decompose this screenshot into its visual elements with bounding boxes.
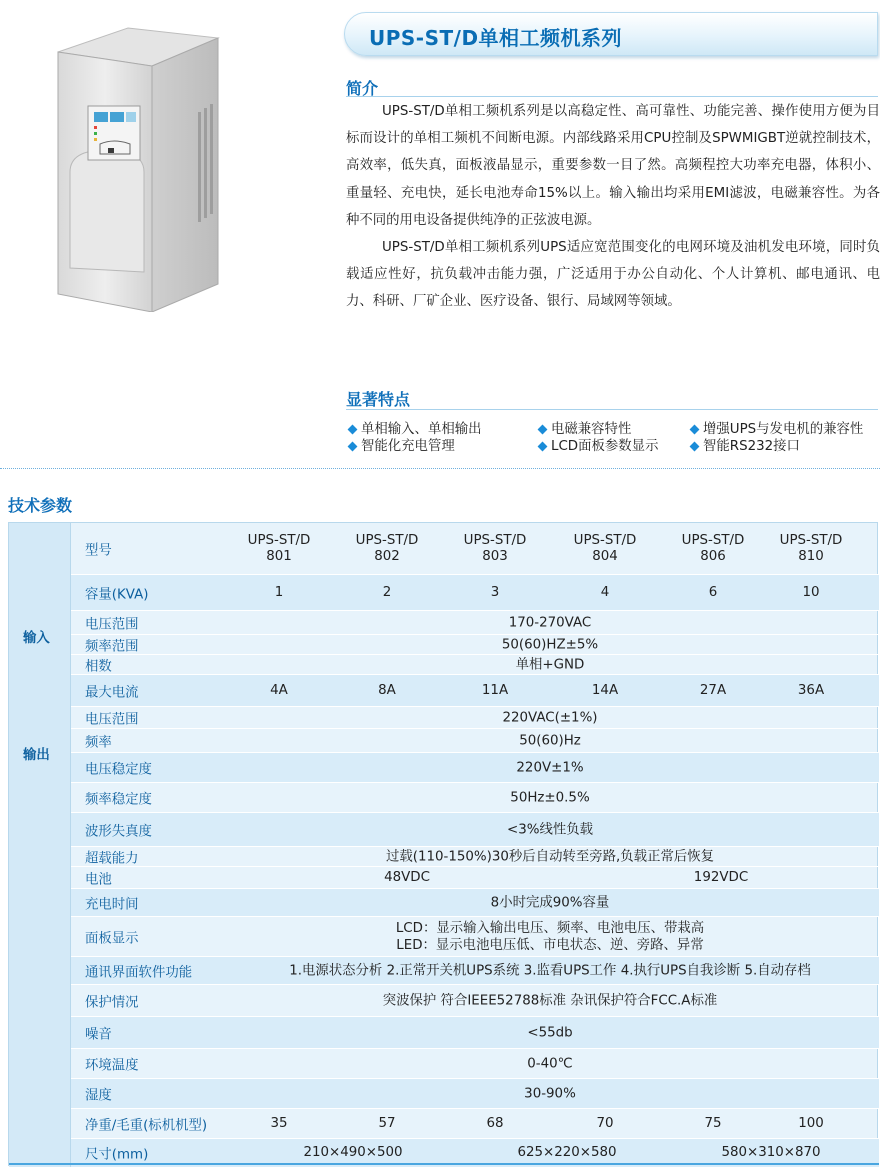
table-row bbox=[71, 917, 879, 957]
weight-cell: 75 bbox=[704, 1115, 722, 1131]
diamond-bullet-icon bbox=[690, 442, 700, 452]
table-row bbox=[71, 611, 879, 635]
row-label: 波形失真度 bbox=[85, 824, 152, 839]
table-row bbox=[71, 675, 879, 707]
charge-time-value: 8小时完成90%容量 bbox=[490, 895, 610, 910]
input-voltage-value: 170-270VAC bbox=[508, 615, 592, 630]
features-list bbox=[346, 421, 880, 455]
feature-item: 增强UPS与发电机的兼容性 bbox=[688, 421, 863, 438]
frequency-stability-value: 50Hz±0.5% bbox=[510, 790, 590, 805]
weight-cell: 70 bbox=[596, 1115, 614, 1131]
row-label: 超载能力 bbox=[85, 851, 139, 866]
page-title: UPS-ST/D单相工频机系列 bbox=[369, 26, 623, 50]
battery-cell: 192VDC bbox=[693, 869, 749, 885]
table-row bbox=[71, 1109, 879, 1139]
row-label: 频率稳定度 bbox=[85, 792, 152, 807]
temperature-value: 0-40℃ bbox=[527, 1056, 573, 1071]
row-label: 电压范围 bbox=[85, 712, 139, 727]
noise-value: <55db bbox=[527, 1025, 573, 1040]
feature-item: 电磁兼容特性 bbox=[536, 421, 688, 438]
output-frequency-value: 50(60)Hz bbox=[519, 733, 581, 748]
protection-value: 突波保护 符合IEEE52788标准 杂讯保护符合FCC.A标准 bbox=[382, 993, 718, 1008]
row-label: 最大电流 bbox=[85, 685, 139, 700]
features-heading: 显著特点 bbox=[346, 390, 411, 409]
feature-item: 智能化充电管理 bbox=[346, 438, 536, 455]
intro-heading: 简介 bbox=[346, 79, 379, 98]
table-row bbox=[71, 1017, 879, 1049]
model-cell: UPS-ST/D 804 bbox=[573, 532, 637, 564]
row-label: 电池 bbox=[85, 872, 112, 887]
model-cell: UPS-ST/D 802 bbox=[355, 532, 419, 564]
model-cell: UPS-ST/D 803 bbox=[463, 532, 527, 564]
thd-value: <3%线性负载 bbox=[506, 822, 594, 837]
feature-item: 单相输入、单相输出 bbox=[346, 421, 536, 438]
current-cell: 4A bbox=[270, 682, 288, 698]
features-divider bbox=[346, 409, 878, 410]
model-cell: UPS-ST/D 810 bbox=[779, 532, 843, 564]
table-row bbox=[71, 985, 879, 1017]
table-row bbox=[71, 655, 879, 675]
diamond-bullet-icon bbox=[348, 425, 358, 435]
spec-table bbox=[8, 522, 878, 1166]
phase-value: 单相+GND bbox=[515, 657, 585, 672]
size-cell: 210×490×500 bbox=[303, 1145, 403, 1160]
capacity-cell: 3 bbox=[490, 584, 500, 600]
diamond-bullet-icon bbox=[690, 425, 700, 435]
row-label: 电压范围 bbox=[85, 617, 139, 632]
row-label: 相数 bbox=[85, 659, 112, 674]
intro-text bbox=[346, 98, 880, 316]
capacity-cell: 4 bbox=[600, 584, 610, 600]
features-row bbox=[346, 421, 880, 438]
spec-rows bbox=[71, 523, 879, 1167]
table-row bbox=[71, 813, 879, 847]
weight-cell: 35 bbox=[270, 1115, 288, 1131]
side-label-output: 输出 bbox=[23, 748, 50, 763]
row-label: 湿度 bbox=[85, 1088, 112, 1103]
size-cell: 625×220×580 bbox=[517, 1145, 617, 1160]
spec-side-column bbox=[9, 523, 71, 1167]
weight-cell: 57 bbox=[378, 1115, 396, 1131]
table-row bbox=[71, 575, 879, 611]
table-row bbox=[71, 635, 879, 655]
table-row bbox=[71, 867, 879, 889]
row-label: 面板显示 bbox=[85, 931, 139, 946]
capacity-cell: 6 bbox=[708, 584, 718, 600]
model-cell: UPS-ST/D 806 bbox=[681, 532, 745, 564]
ups-product-image bbox=[48, 22, 228, 312]
table-row bbox=[71, 753, 879, 783]
table-bottom-border bbox=[9, 1163, 879, 1165]
table-row bbox=[71, 783, 879, 813]
row-label: 净重/毛重(标机机型) bbox=[85, 1118, 208, 1133]
diamond-bullet-icon bbox=[538, 425, 548, 435]
table-row bbox=[71, 889, 879, 917]
capacity-cell: 10 bbox=[802, 584, 820, 600]
output-voltage-value: 220VAC(±1%) bbox=[502, 710, 598, 725]
humidity-value: 30-90% bbox=[524, 1086, 576, 1101]
current-cell: 11A bbox=[481, 682, 509, 698]
tech-heading: 技术参数 bbox=[8, 496, 73, 515]
table-row bbox=[71, 847, 879, 867]
side-label-input: 输入 bbox=[23, 631, 50, 646]
table-row bbox=[71, 707, 879, 729]
overload-value: 过载(110-150%)30秒后自动转至旁路,负载正常后恢复 bbox=[385, 849, 715, 864]
size-cell: 580×310×870 bbox=[721, 1145, 821, 1160]
row-label: 环境温度 bbox=[85, 1058, 139, 1073]
features-row bbox=[346, 438, 880, 455]
row-label: 通讯界面软件功能 bbox=[85, 965, 193, 980]
section-divider bbox=[0, 468, 880, 469]
row-label: 噪音 bbox=[85, 1027, 112, 1042]
intro-paragraph-1: UPS-ST/D单相工频机系列是以高稳定性、高可靠性、功能完善、操作使用方便为目标而设计的单相工频机不间断电源。内部线路采用CPU控制及SPWMIGBT逆就控制技术，高效率，低失真，面板液晶显示，重要参数一目了然。高频程控大功率充电器，体积小、重量轻、充电快，延长电池寿命15%以上。输入输出均采用EMI滤波，电磁兼容性。为各种不同的用电设备提供纯净的正弦波电源。 bbox=[346, 104, 880, 228]
intro-paragraph-2: UPS-ST/D单相工频机系列UPS适应宽范围变化的电网环境及油机发电环境，同时负载适应性好，抗负载冲击能力强，广泛适用于办公自动化、个人计算机、邮电通讯、电力、科研、厂矿企业、医疗设备、银行、局域网等领域。 bbox=[346, 240, 880, 310]
panel-display-value: LCD：显示输入输出电压、频率、电池电压、带栽高 LED：显示电池电压低、市电状态、逆、旁路、异常 bbox=[395, 920, 705, 953]
current-cell: 36A bbox=[797, 682, 825, 698]
row-label: 容量(KVA) bbox=[85, 587, 149, 602]
communication-value: 1.电源状态分析 2.正常开关机UPS系统 3.监看UPS工作 4.执行UPS自我诊断 5.自动存档 bbox=[289, 963, 811, 978]
capacity-cell: 1 bbox=[274, 584, 284, 600]
row-label: 型号 bbox=[85, 543, 112, 558]
row-label: 充电时间 bbox=[85, 897, 139, 912]
table-row bbox=[71, 1049, 879, 1079]
current-cell: 27A bbox=[699, 682, 727, 698]
series-title-banner bbox=[344, 12, 878, 56]
model-cell: UPS-ST/D 801 bbox=[247, 532, 311, 564]
voltage-stability-value: 220V±1% bbox=[516, 760, 584, 775]
weight-cell: 100 bbox=[798, 1115, 824, 1131]
row-label: 保护情况 bbox=[85, 995, 139, 1010]
table-row bbox=[71, 729, 879, 753]
row-label: 尺寸(mm) bbox=[85, 1147, 149, 1163]
feature-item: LCD面板参数显示 bbox=[536, 438, 688, 455]
diamond-bullet-icon bbox=[538, 442, 548, 452]
row-label: 频率 bbox=[85, 735, 112, 750]
feature-item: 智能RS232接口 bbox=[688, 438, 800, 455]
current-cell: 14A bbox=[591, 682, 619, 698]
input-frequency-value: 50(60)HZ±5% bbox=[501, 637, 599, 652]
weight-cell: 68 bbox=[486, 1115, 504, 1131]
table-row bbox=[71, 523, 879, 575]
diamond-bullet-icon bbox=[348, 442, 358, 452]
battery-cell: 48VDC bbox=[384, 869, 430, 885]
table-row bbox=[71, 957, 879, 985]
capacity-cell: 2 bbox=[382, 584, 392, 600]
table-row bbox=[71, 1079, 879, 1109]
row-label: 频率范围 bbox=[85, 639, 139, 654]
row-label: 电压稳定度 bbox=[85, 762, 152, 777]
intro-divider bbox=[346, 96, 878, 97]
current-cell: 8A bbox=[378, 682, 396, 698]
